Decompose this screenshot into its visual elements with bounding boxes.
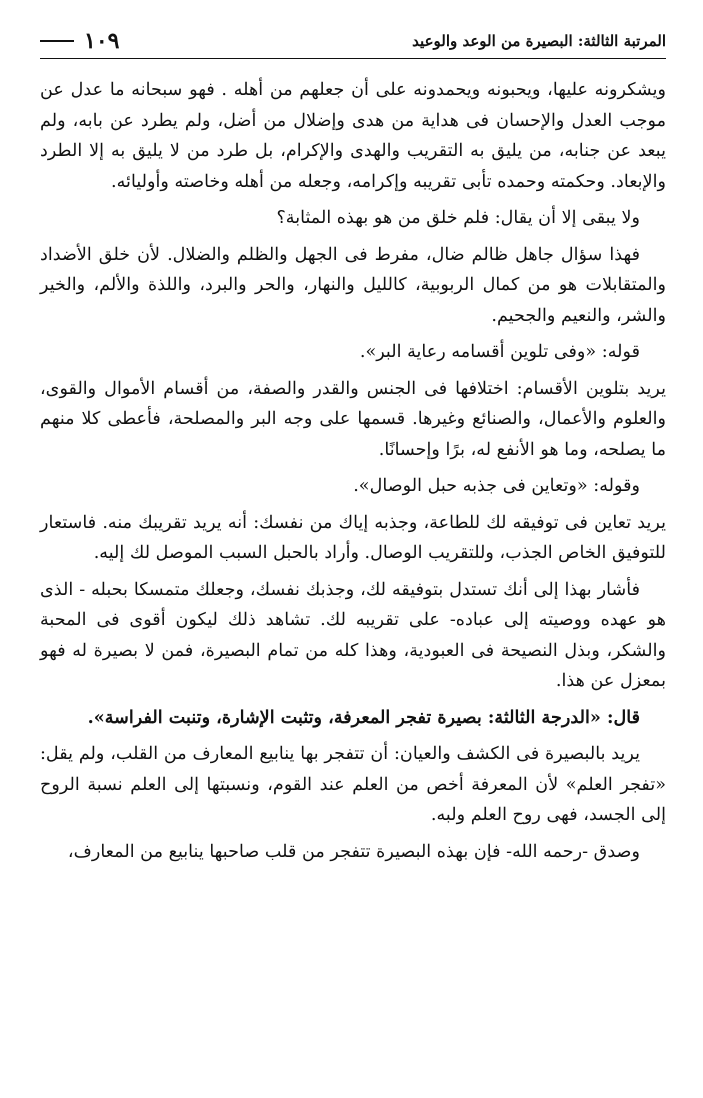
paragraph: قوله: «وفى تلوين أقسامه رعاية البر». [359,342,640,362]
paragraph: يريد بالبصيرة فى الكشف والعيان: أن تتفجر بها ينابيع المعارف من القلب، ولم يقل: «تفجر العلم» لأن المعرفة أخص من العلم عند القوم، ونسبتها إلى العلم نسبة الروح إلى الجسد، فهى روح العلم ولبه. [40,744,666,825]
paragraph: وقوله: «وتعاين فى جذبه حبل الوصال». [353,476,640,496]
running-header [40,24,666,59]
paragraph: فهذا سؤال جاهل ظالم ضال، مفرط فى الجهل والظلم والضلال. لأن خلق الأضداد والمتقابلات هو من كمال الربوبية، كالليل والنهار، والحر والبرد، واللذة والألم، والخير والشر، والنعيم والجحيم. [40,244,666,326]
paragraph: ويشكرونه عليها، ويحبونه ويحمدونه على أن جعلهم من أهله . فهو سبحانه ما عدل عن موجب العدل والإحسان فى هداية من هدى وإضلال من أضل، ولم يطرد عن بابه، ولم يبعد عن جنابه، من يليق به التقريب والهدى والإكرام، بل طرد من لا يليق به إلا الطرد والإبعاد. وحكمته وحمده تأبى تقريبه وإكرامه، وجعله من أهله وخاصته وأوليائه. [40,80,666,192]
paragraph: فأشار بهذا إلى أنك تستدل بتوفيقه لك، وجذبك نفسك، وجعلك متمسكا بحبله - الذى هو عهده ووصيته إلى عباده- على تقريبه لك. تشاهد ذلك ليكون أقوى فى المحبة والشكر، وبذل النصيحة فى العبودية، وهذا كله من تمام البصيرة، فمن لا بصيرة له فهو بمعزل عن هذا. [40,579,666,691]
body-text [40,75,666,867]
page-number: ١٠٩ [84,28,120,54]
paragraph: يريد بتلوين الأقسام: اختلافها فى الجنس والقدر والصفة، من أقسام الأموال والقوى، والعلوم والأعمال، والصنائع وغيرها. قسمها على وجه البر والمصلحة، فأعطى كلا منهم ما يصلحه، وما هو الأنفع له، برًا وإحسانًا. [40,378,666,460]
book-page [40,24,666,1084]
page-number-dash [40,40,74,42]
paragraph: ولا يبقى إلا أن يقال: فلم خلق من هو بهذه المثابة؟ [276,208,640,228]
paragraph: قال: «الدرجة الثالثة: بصيرة تفجر المعرفة، وتثبت الإشارة، وتنبت الفراسة». [87,706,640,728]
paragraph: وصدق -رحمه الله- فإن بهذه البصيرة تتفجر من قلب صاحبها ينابيع من المعارف، [67,841,640,862]
paragraph: يريد تعاين فى توفيقه لك للطاعة، وجذبه إياك من نفسك: أنه يريد تقريبك منه. فاستعار للتوفيق الخاص الجذب، وللتقريب الوصال. وأراد بالحبل السبب الموصل لك إليه. [40,512,666,563]
chapter-title: المرتبة الثالثة: البصيرة من الوعد والوعيد [412,32,666,50]
